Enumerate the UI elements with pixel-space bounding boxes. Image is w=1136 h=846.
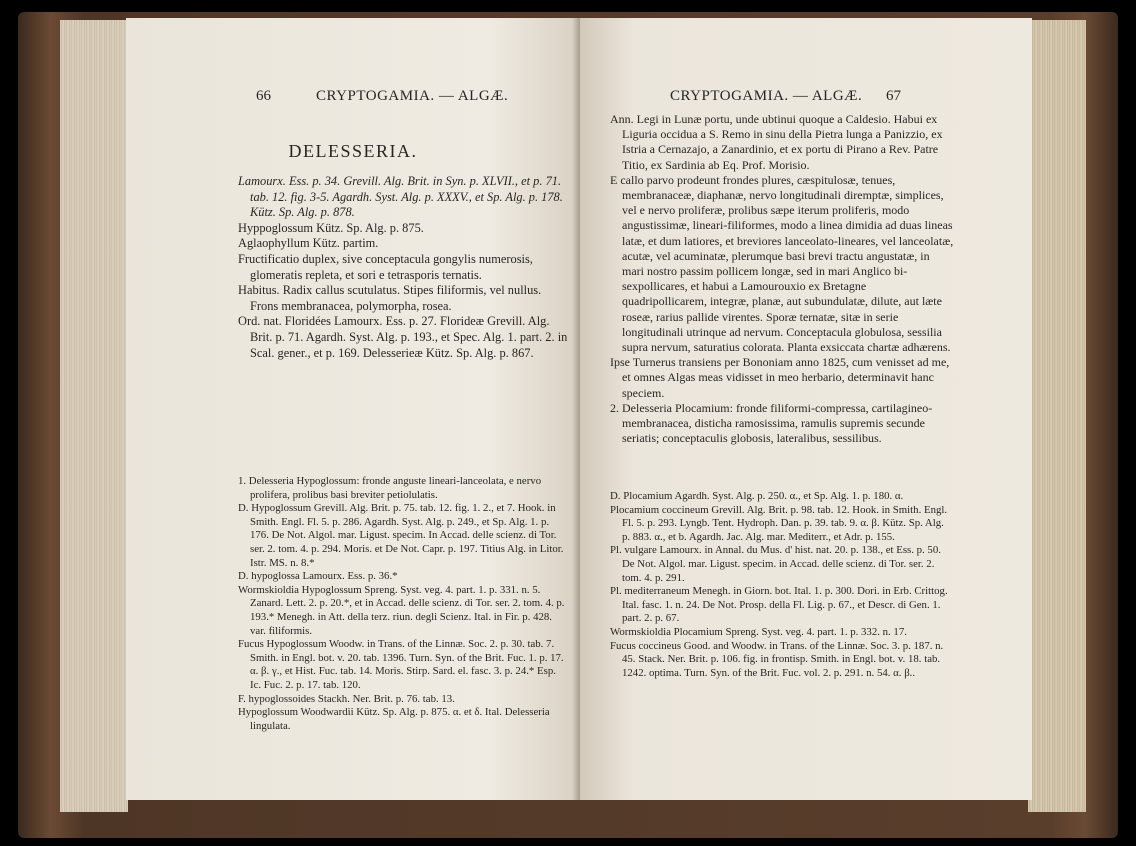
species-paragraph: F. hypoglossoides Stackh. Ner. Brit. p. 76. tab. 13. — [238, 692, 455, 705]
body-paragraph: Ipse Turnerus transiens per Bononiam anno 1825, cum venisset ad me, et omnes Algas meas vidisset in meo herbario, determinavit hanc speciem. — [610, 355, 950, 400]
genus-paragraph: Habitus. Radix callus scutulatus. Stipes filiformis, vel nullus. Frons membranacea, polymorpha, rosea. — [238, 283, 542, 313]
running-head-left: CRYPTOGAMIA. — ALGÆ. — [316, 88, 509, 104]
left-page-edges — [60, 20, 128, 812]
page-number-left: 66 — [256, 88, 271, 104]
species-paragraph: Hypoglossum Woodwardii Kütz. Sp. Alg. p. 875. α. et δ. Ital. Delesseria lingulata. — [238, 706, 550, 732]
synonym-entries-right — [610, 490, 954, 680]
running-head-right: CRYPTOGAMIA. — ALGÆ. — [670, 88, 863, 104]
right-page-edges — [1028, 20, 1086, 812]
genus-description — [238, 174, 568, 361]
synonym-paragraph: Pl. mediterraneum Menegh. in Giorn. bot. Ital. 1. p. 300. Dori. in Erb. Crittog. Ital. fasc. 1. n. 24. De Not. Prosp. della Fl. Lig. p. 67., et Descr. di Gen. 1. part. 2. p. 67. — [610, 585, 948, 625]
genus-paragraph: Hyppoglossum Kütz. Sp. Alg. p. 875. — [238, 220, 424, 235]
genus-paragraph: Lamourx. Ess. p. 34. Grevill. Alg. Brit. in Syn. p. XLVII., et p. 71. tab. 12. fig. 3-5. Agardh. Syst. Alg. p. XXXV., et Sp. Alg. p. 178. Kütz. Sp. Alg. p. 878. — [238, 174, 563, 220]
species-paragraph: 1. Delesseria Hypoglossum: fronde anguste lineari-lanceolata, e nervo prolifera, prolibus basi breviter petiolulatis. — [238, 475, 542, 501]
body-paragraph: E callo parvo prodeunt frondes plures, cæspitulosæ, tenues, membranaceæ, diaphanæ, nervo longitudinali diremptæ, simplices, vel e nervo proliferæ, prolibus sæpe iterum proliferis, modo angustissimæ, lineari-filiformes, modo a linea dimidia ad duas lineas latæ, et dum latiores, et breviores lanceolato-lineares, vel lanceolatæ, acutæ, vel acuminatæ, plerumque basi brevi tractu angustatæ, in mari nostro passim pollicem longæ, sed in mari Anglico bi-sexpollicares, et habui a Lamourouxio ex Bretagne quadripollicarem, integræ, planæ, aut subundulatæ, dilute, aut læte roseæ, rarius pallide virentes. Sporæ ternatæ, sitæ in serie longitudinali utrinque ad nervum. Conceptacula globulosa, sessilia supra nervum, saturatius colorata. Planta exsiccata chartæ adhærens. — [610, 172, 954, 355]
species-paragraph: Wormskioldia Hypoglossum Spreng. Syst. veg. 4. part. 1. p. 331. n. 5. Zanard. Lett. 2. p. 20.*, et in Accad. delle scienz. di Tor. ser. 2. tom. 4. p. 193.* Menegh. in Att. della terz. riun. degli Scienz. Ital. in Fir. p. 428. var. filiformis. — [238, 583, 565, 637]
synonym-paragraph: Fucus coccineus Good. and Woodw. in Trans. of the Linnæ. Soc. 3. p. 187. n. 45. Stack. Ner. Brit. p. 106. fig. in frontisp. Smith. in Engl. bot. v. 18. tab. 1242. optima. Turn. Syn. of the Brit. Fuc. vol. 2. p. 291. n. 54. α. β.. — [610, 639, 944, 679]
body-paragraph: Ann. Legi in Lunæ portu, unde ubtinui quoque a Caldesio. Habui ex Liguria occidua a S. Remo in sinu della Pietra lunga a Panizzio, ex Istria a Cernazajo, a Zanardinio, et ex portu di Pirano a Rev. Patre Titio, ex Sardinia ab Eq. Prof. Morisio. — [610, 112, 943, 172]
left-page — [126, 18, 580, 800]
species-paragraph: D. Hypoglossum Grevill. Alg. Brit. p. 75. tab. 12. fig. 1. 2., et 7. Hook. in Smith. Engl. Fl. 5. p. 286. Agardh. Syst. Alg. p. 249., et Sp. Alg. 1. p. 176. De Not. Algol. mar. Ligust. specim. In Accad. delle scienz. di Tor. ser. 2. tom. 4. p. 294. Moris. et De Not. Capr. p. 197. Titius Alg. in Litor. Istr. MS. n. 8.* — [238, 502, 564, 569]
genus-paragraph: Aglaophyllum Kütz. partim. — [238, 236, 379, 251]
synonym-paragraph: Pl. vulgare Lamourx. in Annal. du Mus. d' hist. nat. 20. p. 138., et Ess. p. 50. De Not. Algol. mar. Ligust. specim. in Accad. delle scienz. di Tor. ser. 2. tom. 4. p. 291. — [610, 544, 941, 584]
right-page — [580, 18, 1032, 800]
genus-paragraph: Fructificatio duplex, sive conceptacula gongylis numerosis, glomeratis repleta, et sori e tetrasporis ternatis. — [238, 251, 533, 282]
species-entries-left — [238, 475, 568, 733]
synonym-paragraph: Wormskioldia Plocamium Spreng. Syst. veg. 4. part. 1. p. 332. n. 17. — [610, 625, 907, 638]
body-paragraph: 2. Delesseria Plocamium: fronde filiformi-compressa, cartilagineo-membranacea, disticha ramosissima, ramulis supremis secunde seriatis; conceptaculis globosis, lateralibus, sessilibus. — [610, 400, 933, 446]
right-page-body — [610, 112, 954, 446]
species-paragraph: Fucus Hypoglossum Woodw. in Trans. of the Linnæ. Soc. 2. p. 30. tab. 7. Smith. in Engl. bot. v. 20. tab. 1396. Turn. Syn. of the Brit. Fuc. 1. p. 17. α. β. γ., et Hist. Fuc. tab. 14. Moris. Stirp. Sard. el. fasc. 3. p. 24.* Esp. Ic. Fuc. 2. p. 17. tab. 120. — [238, 638, 564, 691]
synonym-paragraph: D. Plocamium Agardh. Syst. Alg. p. 250. α., et Sp. Alg. 1. p. 180. α. — [610, 490, 904, 502]
genus-paragraph: Ord. nat. Floridées Lamourx. Ess. p. 27. Florideæ Grevill. Alg. Brit. p. 71. Agardh. Syst. Alg. p. 193., et Spec. Alg. 1. part. 2. in Scal. gener., et p. 169. Delesserieæ Kütz. Sp. Alg. p. 867. — [238, 314, 568, 360]
synonym-paragraph: Plocamium coccineum Grevill. Alg. Brit. p. 98. tab. 12. Hook. in Smith. Engl. Fl. 5. p. 293. Lyngb. Tent. Hydroph. Dan. p. 39. tab. 9. α. β. Kütz. Sp. Alg. p. 883. α., et b. Agardh. Jac. Alg. mar. Mediterr., et Adr. p. 155. — [610, 503, 948, 543]
page-number-right: 67 — [886, 88, 901, 104]
species-paragraph: D. hypoglossa Lamourx. Ess. p. 36.* — [238, 570, 398, 583]
section-title: DELESSERIA. — [288, 141, 418, 161]
